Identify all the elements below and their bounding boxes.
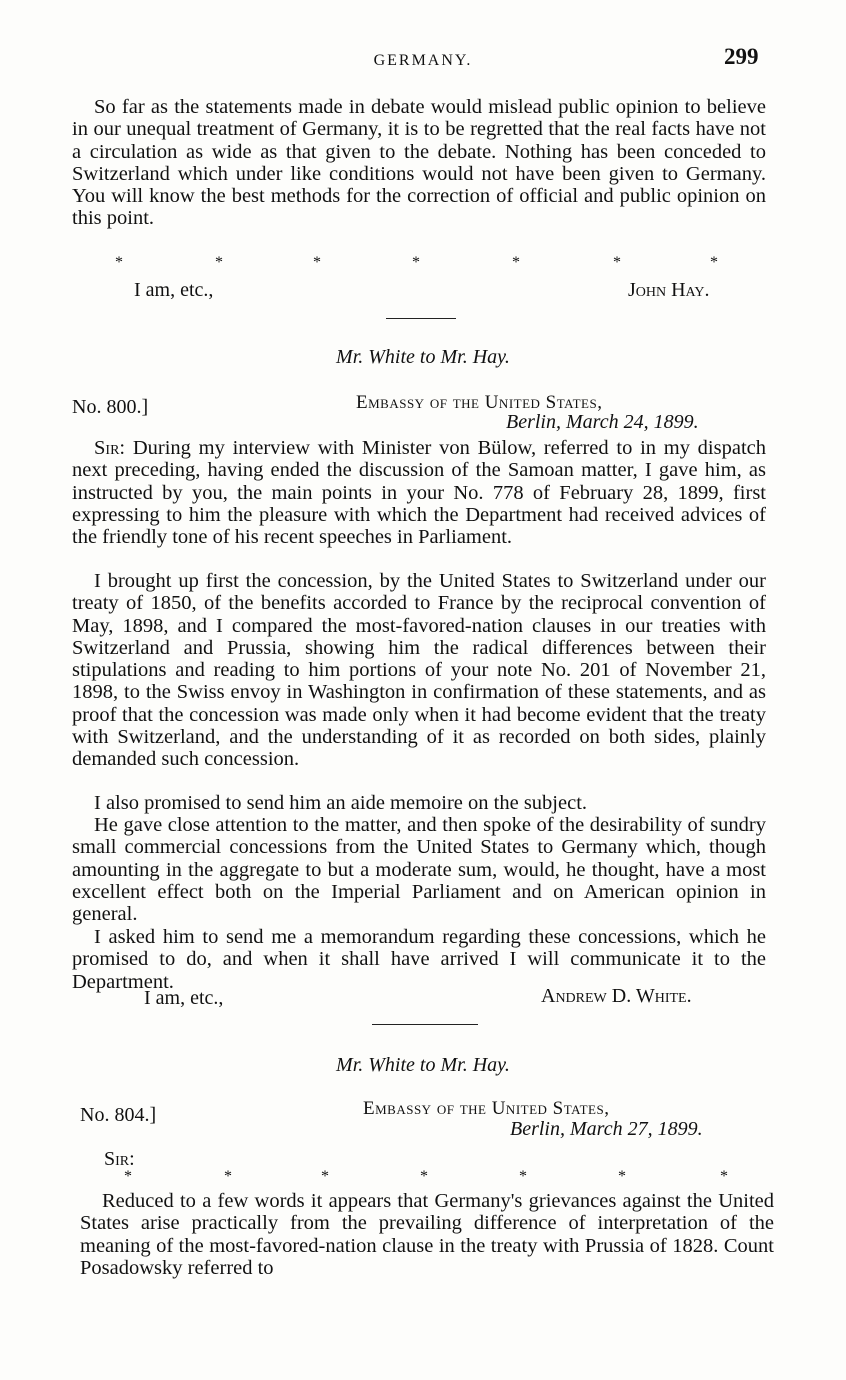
letter2-dateline: Berlin, March 24, 1899. (506, 411, 699, 433)
letter1-closing-paragraph (72, 96, 766, 230)
paragraph-text: He gave close attention to the matter, and then spoke of the desirability of sundry small commercial concessions from the United States to Germany which, though amounting in the aggregate to but a moderate sum, would, he thought, have a most excellent effect both on the Imperial Parliament and on American opinion in general. (72, 814, 766, 926)
paragraph-text: I also promised to send him an aide memoire on the subject. (94, 792, 588, 814)
paragraph-text: I brought up first the concession, by the United States to Switzerland under our treaty of 1850, of the benefits accorded to France by the reciprocal convention of May, 1898, and I compared the most-favored-nation clauses in our treaties with Switzerland and Prussia, showing him the radical differences between their stipulations and reading to him portions of your note No. 201 of November 21, 1898, to the Swiss envoy in Washington in confirmation of these statements, and as proof that the concession was made only when it had become evident that the treaty with Switzerland, and the understanding of it as recorded on both sides, plainly demanded such concession. (72, 570, 766, 771)
letter2-salutation: Sir: (94, 437, 126, 459)
paragraph-text: I asked him to send me a memorandum regarding these concessions, which he promised to do, and when it shall have arrived I will communicate it to the Department. (72, 926, 766, 993)
section-divider (372, 1024, 478, 1025)
letter2-heading: Mr. White to Mr. Hay. (336, 346, 510, 368)
letter3-sender: Embassy of the United States, (363, 1098, 610, 1119)
letter3-heading: Mr. White to Mr. Hay. (336, 1054, 510, 1076)
letter2-paragraph-1 (72, 437, 766, 548)
letter3-paragraph (80, 1190, 774, 1279)
letter1-asterisks: * * * * * * * (115, 254, 718, 271)
page-number: 299 (724, 44, 759, 69)
letter2-paragraph-5 (72, 926, 766, 993)
letter3-asterisks: * * * * * * * (124, 1168, 728, 1185)
letter2-complimentary-close: I am, etc., (144, 987, 224, 1009)
letter3-salutation: Sir: (104, 1148, 135, 1170)
letter2-paragraph-4 (72, 814, 766, 925)
running-title: GERMANY. (373, 52, 473, 69)
letter2-signature: Andrew D. White. (541, 985, 692, 1007)
paragraph-text: Reduced to a few words it appears that Germany's grievances against the United States arise practically from the prevailing difference of interpretation of the meaning of the most-favored-nation clause in the treaty with Prussia of 1828. Count Posadowsky referred to (80, 1190, 774, 1279)
paragraph-text: So far as the statements made in debate would mislead public opinion to believe in our unequal treatment of Germany, it is to be regretted that the real facts have not a circulation as wide as that given to the debate. Nothing has been conceded to Switzerland which under like conditions would not have been given to Germany. You will know the best methods for the correction of official and public opinion on this point. (72, 96, 766, 230)
letter1-signature: John Hay. (628, 279, 710, 301)
section-divider (386, 318, 456, 319)
letter2-number: No. 800.] (72, 396, 149, 418)
letter2-paragraph-2 (72, 570, 766, 771)
letter2-paragraph-3 (72, 792, 766, 814)
letter1-complimentary-close: I am, etc., (134, 279, 214, 301)
letter3-number: No. 804.] (80, 1104, 157, 1126)
letter3-dateline: Berlin, March 27, 1899. (510, 1118, 703, 1140)
paragraph-text: During my interview with Minister von Bülow, referred to in my dispatch next preceding, having ended the discussion of the Samoan matter, I gave him, as instructed by you, the main points in your No. 778 of February 28, 1899, first expressing to him the pleasure with which the Department had received advices of the friendly tone of his recent speeches in Parliament. (72, 437, 766, 549)
letter2-sender: Embassy of the United States, (356, 392, 603, 413)
